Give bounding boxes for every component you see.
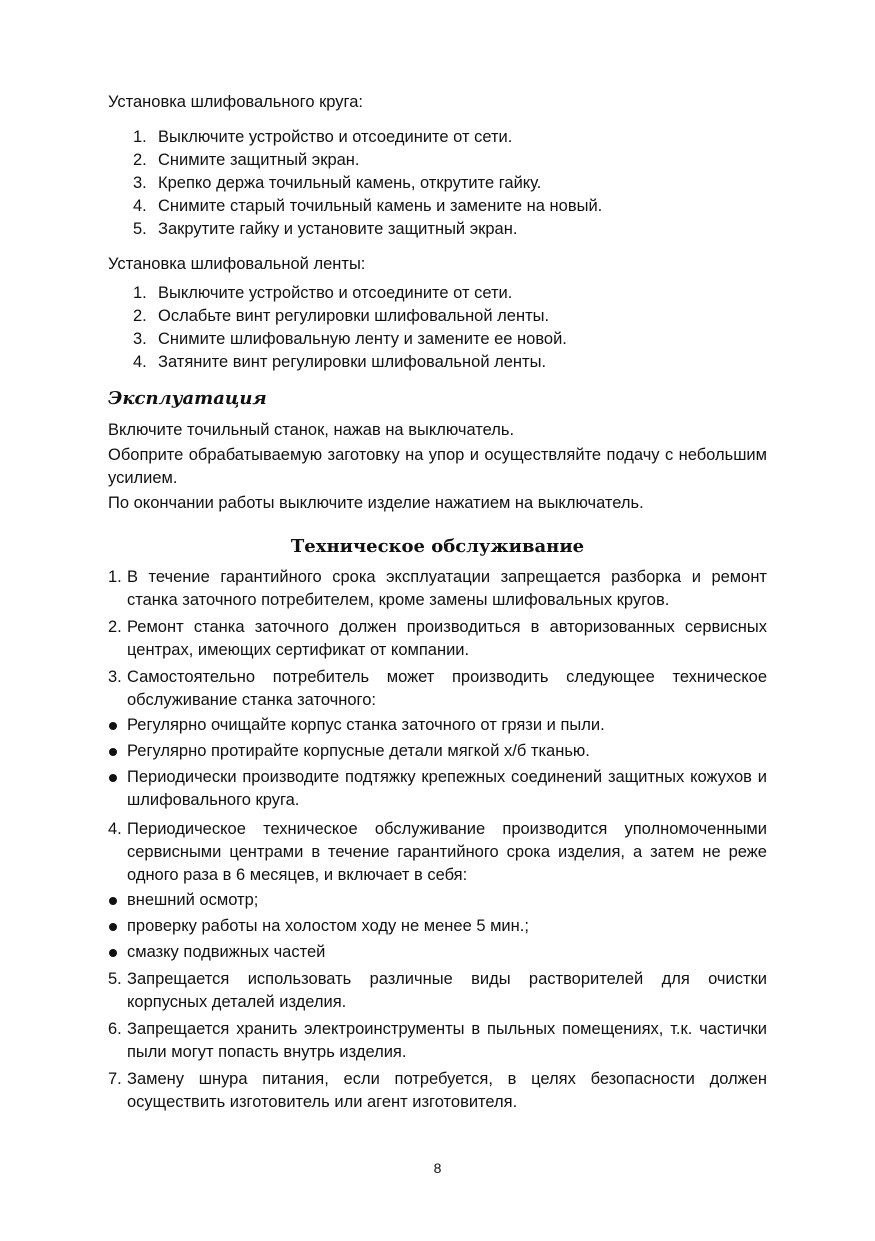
bullet-icon [109,748,117,756]
maintenance-item-4-text: 4. Периодическое техническое обслуживание производится уполномоченными сервисными центрами в течение гарантийного срока изделия, а затем не реже одного раза в 6 месяцев, и включает в себя: [108,820,767,884]
bullet-item: смазку подвижных частей [108,941,767,964]
list-item: 4. Снимите старый точильный камень и замените на новый. [133,197,603,215]
belt-install-title: Установка шлифовальной ленты: [108,255,366,273]
bullet-icon [109,923,117,931]
list-item: 2. Снимите защитный экран. [133,151,360,169]
maintenance-section [108,566,767,1118]
belt-install-steps [108,282,767,374]
wheel-install-title: Установка шлифовального круга: [108,93,363,111]
operation-paragraph: Включите точильный станок, нажав на выключатель. [108,421,515,439]
wheel-install-steps [108,126,767,241]
page-number: 8 [433,1160,442,1176]
belt-install-section [108,253,767,374]
maintenance-item: 5. Запрещается использовать различные виды растворителей для очистки корпусных деталей изделия. [108,970,767,1011]
list-item: 2. Ослабьте винт регулировки шлифовальной ленты. [133,307,550,325]
list-item: 4. Затяните винт регулировки шлифовальной ленты. [133,353,547,371]
bullet-item: Регулярно очищайте корпус станка заточного от грязи и пыли. [108,714,767,737]
maintenance-item: 7. Замену шнура питания, если потребуется, в целях безопасности должен осуществить изготовитель или агент изготовителя. [108,1070,767,1111]
bullet-icon [109,722,117,730]
operation-section [108,386,767,515]
list-item: 5. Закрутите гайку и установите защитный экран. [133,220,518,238]
list-item: 3. Снимите шлифовальную ленту и замените ее новой. [133,330,567,348]
maintenance-item-number: 4. [108,820,122,838]
operation-paragraph: Обоприте обрабатываемую заготовку на упор и осуществляйте подачу с небольшим усилием. [108,446,767,487]
maintenance-item: 3. Самостоятельно потребитель может производить следующее техническое обслуживание станка заточного: [108,668,767,709]
maintenance-item [108,818,767,887]
bullet-item: проверку работы на холостом ходу не менее 5 мин.; [108,915,767,938]
bullet-icon [109,897,117,905]
bullet-icon [109,949,117,957]
list-item: 1. Выключите устройство и отсоедините от сети. [133,284,513,302]
maintenance-item: 1. В течение гарантийного срока эксплуатации запрещается разборка и ремонт станка заточного потребителем, кроме замены шлифовальных кругов. [108,568,767,609]
operation-paragraph: По окончании работы выключите изделие нажатием на выключатель. [108,494,644,512]
list-item: 3. Крепко держа точильный камень, открутите гайку. [133,174,542,192]
wheel-install-section [108,91,767,241]
maintenance-heading: Техническое обслуживание [290,536,585,557]
maintenance-item: 6. Запрещается хранить электроинструменты в пыльных помещениях, т.к. частички пыли могут попасть внутрь изделия. [108,1020,767,1061]
maintenance-item: 2. Ремонт станка заточного должен производиться в авторизованных сервисных центрах, имеющих сертификат от компании. [108,618,767,659]
bullet-item: Регулярно протирайте корпусные детали мягкой х/б тканью. [108,740,767,763]
bullet-item: внешний осмотр; [108,889,767,912]
bullet-icon [109,774,117,782]
bullet-item: Периодически производите подтяжку крепежных соединений защитных кожухов и шлифовального круга. [108,766,767,812]
list-item: 1. Выключите устройство и отсоедините от сети. [133,128,513,146]
operation-heading: Эксплуатация [108,388,267,409]
